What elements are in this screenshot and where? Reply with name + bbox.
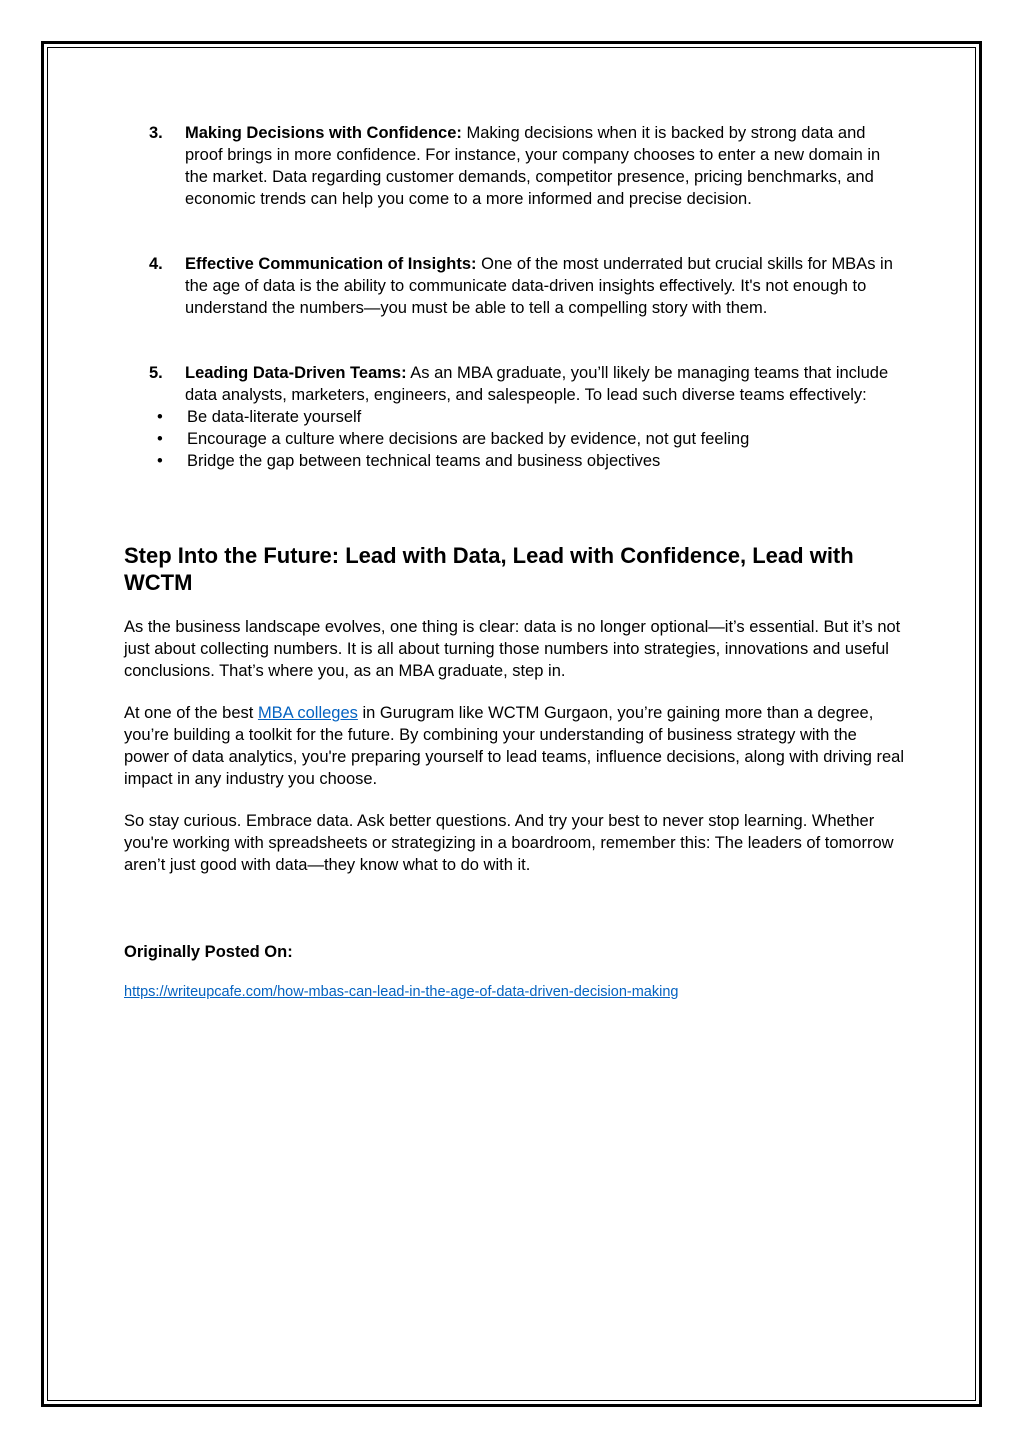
list-item-4 bbox=[124, 253, 904, 319]
list-item-title: Effective Communication of Insights: bbox=[185, 255, 477, 273]
mba-colleges-link[interactable]: MBA colleges bbox=[257, 704, 358, 722]
section-heading: Step Into the Future: Lead with Data, Lead with Confidence, Lead with WCTM bbox=[124, 543, 854, 595]
bullet-icon: • bbox=[157, 452, 163, 470]
list-item-text: Making decisions when it is backed by strong data and proof brings in more confidence. For instance, your company chooses to enter a new domain in the market. Data regarding customer demands, competitor presence, pricing benchmarks, and economic trends can help you come to a more informed and precise decision. bbox=[185, 124, 881, 208]
document-body bbox=[124, 122, 904, 1001]
bullet-item: • Bridge the gap between technical teams and business objectives bbox=[157, 452, 661, 470]
list-number: 3. bbox=[149, 124, 163, 142]
list-number: 4. bbox=[149, 255, 163, 273]
list-item-title: Making Decisions with Confidence: bbox=[185, 124, 462, 142]
list-item-5 bbox=[124, 362, 904, 406]
list-item-3 bbox=[124, 122, 904, 210]
list-item-title: Leading Data-Driven Teams: bbox=[185, 364, 407, 382]
paragraph-wctm: At one of the best MBA colleges in Gurugram like WCTM Gurgaon, you’re gaining more than a degree, you’re building a toolkit for the future. By combining your understanding of business strategy with the power of data analytics, you're preparing yourself to lead teams, influence decisions, along with driving real impact in any industry you choose. bbox=[124, 704, 904, 788]
paragraph-landscape: As the business landscape evolves, one thing is clear: data is no longer optional—it’s essential. But it’s not just about collecting numbers. It is all about turning those numbers into strategies, innovations and useful conclusions. That’s where you, as an MBA graduate, step in. bbox=[124, 618, 901, 680]
bullet-item: • Be data-literate yourself bbox=[157, 408, 362, 426]
bullet-item: • Encourage a culture where decisions are backed by evidence, not gut feeling bbox=[157, 430, 750, 448]
paragraph-closing: So stay curious. Embrace data. Ask better questions. And try your best to never stop learning. Whether you're working with spreadsheets or strategizing in a boardroom, remember this: The leaders of tomorrow aren’t just good with data—they know what to do with it. bbox=[124, 812, 894, 874]
list-item-text: As an MBA graduate, you’ll likely be managing teams that include data analysts, marketers, engineers, and salespeople. To lead such diverse teams effectively: bbox=[185, 364, 889, 404]
bullet-icon: • bbox=[157, 408, 163, 426]
bullet-list bbox=[124, 406, 904, 472]
list-item-text: One of the most underrated but crucial skills for MBAs in the age of data is the ability to communicate data-driven insights effectively. It's not enough to understand the numbers—you must be able to tell a compelling story with them. bbox=[185, 255, 893, 317]
list-number: 5. bbox=[149, 364, 163, 382]
source-url-paragraph bbox=[124, 983, 904, 1001]
posted-label: Originally Posted On: bbox=[124, 943, 293, 961]
bullet-icon: • bbox=[157, 430, 163, 448]
source-url-link[interactable]: https://writeupcafe.com/how-mbas-can-lead-in-the-age-of-data-driven-decision-making bbox=[124, 984, 679, 1000]
